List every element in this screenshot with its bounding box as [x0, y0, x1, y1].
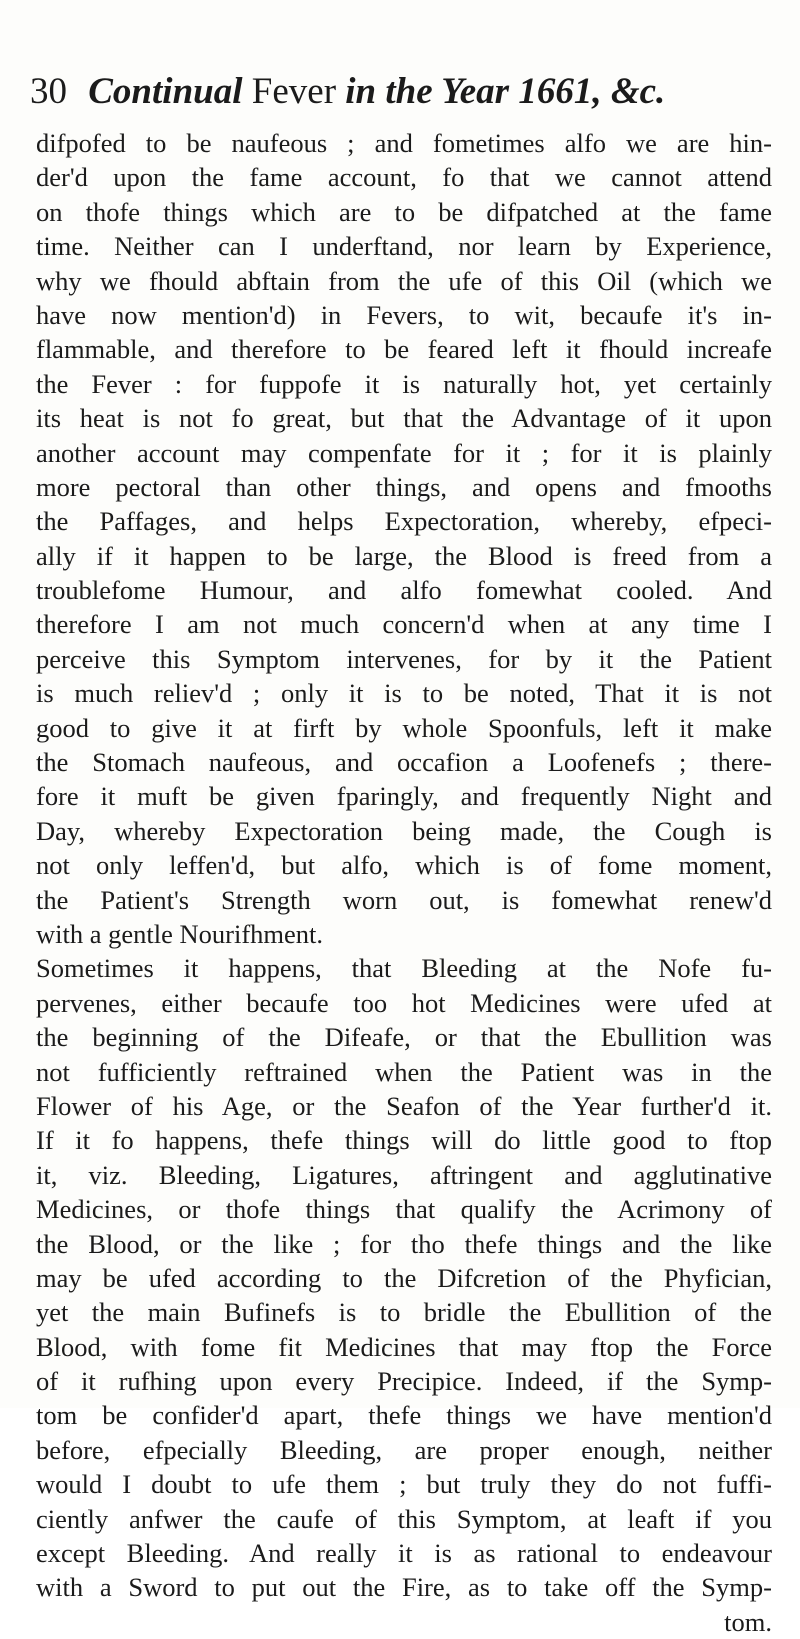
text-line: difpofed to be naufeous ; and fometimes alfo we are hin-: [36, 128, 772, 158]
text-line: troublefome Humour, and alfo fomewhat cooled. And: [36, 575, 772, 606]
body-text: [36, 126, 772, 1639]
text-line: not only leffen'd, but alfo, which is of fome moment,: [36, 850, 772, 881]
text-line: the Fever : for fuppofe it is naturally hot, yet certainly: [36, 368, 772, 399]
header-title-continual: Continual: [88, 71, 243, 112]
text-line: ally if it happen to be large, the Blood is freed from a: [36, 540, 772, 571]
text-line: flammable, and therefore to be feared left it fhould increafe: [36, 334, 772, 365]
text-line: tom.: [724, 1606, 772, 1637]
text-line: except Bleeding. And really it is as rational to endeavour: [36, 1538, 772, 1569]
text-line: tom be confider'd apart, thefe things we have mention'd: [36, 1400, 772, 1431]
text-line: it, viz. Bleeding, Ligatures, aftringent and agglutinative: [36, 1159, 772, 1190]
text-line: not fufficiently reftrained when the Patient was in the: [36, 1056, 772, 1087]
text-line: Day, whereby Expectoration being made, the Cough is: [36, 815, 772, 846]
text-line: why we fhould abftain from the ufe of this Oil (which we: [36, 265, 772, 296]
text-line: Sometimes it happens, that Bleeding at the Nofe fu-: [36, 953, 772, 984]
text-line: of it rufhing upon every Precipice. Indeed, if the Symp-: [36, 1366, 772, 1397]
header-title-year: in the Year: [345, 71, 510, 112]
text-line: the Stomach naufeous, and occafion a Loofenefs ; there-: [36, 747, 772, 778]
text-line: perceive this Symptom intervenes, for by it the Patient: [36, 643, 772, 674]
page-number: 30: [30, 71, 67, 112]
text-line: would I doubt to ufe them ; but truly they do not fuffi-: [36, 1469, 772, 1500]
text-line: therefore I am not much concern'd when at any time I: [36, 609, 772, 640]
text-line: pervenes, either becaufe too hot Medicines were ufed at: [36, 987, 772, 1018]
text-line: fore it muft be given fparingly, and frequently Night and: [36, 781, 772, 812]
text-line: Blood, with fome fit Medicines that may ftop the Force: [36, 1331, 772, 1362]
text-line: time. Neither can I underftand, nor learn by Experience,: [36, 231, 772, 262]
text-line: more pectoral than other things, and opens and fmooths: [36, 471, 772, 502]
text-line: the Blood, or the like ; for tho thefe things and the like: [36, 1228, 772, 1259]
text-line: another account may compenfate for it ; for it is plainly: [36, 437, 772, 468]
text-line: on thofe things which are to be difpatched at the fame: [36, 196, 772, 227]
header-title-fever: Fever: [251, 71, 337, 112]
text-line: may be ufed according to the Difcretion of the Phyfician,: [36, 1262, 772, 1293]
text-line: with a Sword to put out the Fire, as to take off the Symp-: [36, 1572, 772, 1603]
text-line: have now mention'd) in Fevers, to wit, becaufe it's in-: [36, 299, 772, 330]
text-line: ciently anfwer the caufe of this Symptom, at leaft if you: [36, 1503, 772, 1534]
text-line: der'd upon the fame account, fo that we cannot attend: [36, 162, 772, 193]
text-line: its heat is not fo great, but that the Advantage of it upon: [36, 403, 772, 434]
text-line: Flower of his Age, or the Seafon of the Year further'd it.: [36, 1090, 772, 1121]
text-line: If it fo happens, thefe things will do little good to ftop: [36, 1125, 772, 1156]
text-line: the Patient's Strength worn out, is fomewhat renew'd: [36, 884, 772, 915]
header-title-date: 1661, &c.: [518, 71, 666, 112]
text-line: before, efpecially Bleeding, are proper enough, neither: [36, 1434, 772, 1465]
text-line: the Paffages, and helps Expectoration, whereby, efpeci-: [36, 506, 772, 537]
text-line: yet the main Bufinefs is to bridle the Ebullition of the: [36, 1297, 772, 1328]
text-line: with a gentle Nourifhment.: [36, 918, 324, 949]
running-header: [30, 62, 770, 122]
text-line: Medicines, or thofe things that qualify the Acrimony of: [36, 1194, 772, 1225]
text-line: the beginning of the Difeafe, or that the Ebullition was: [36, 1022, 772, 1053]
text-line: is much reliev'd ; only it is to be noted, That it is not: [36, 678, 772, 709]
text-line: good to give it at firft by whole Spoonfuls, left it make: [36, 712, 772, 743]
